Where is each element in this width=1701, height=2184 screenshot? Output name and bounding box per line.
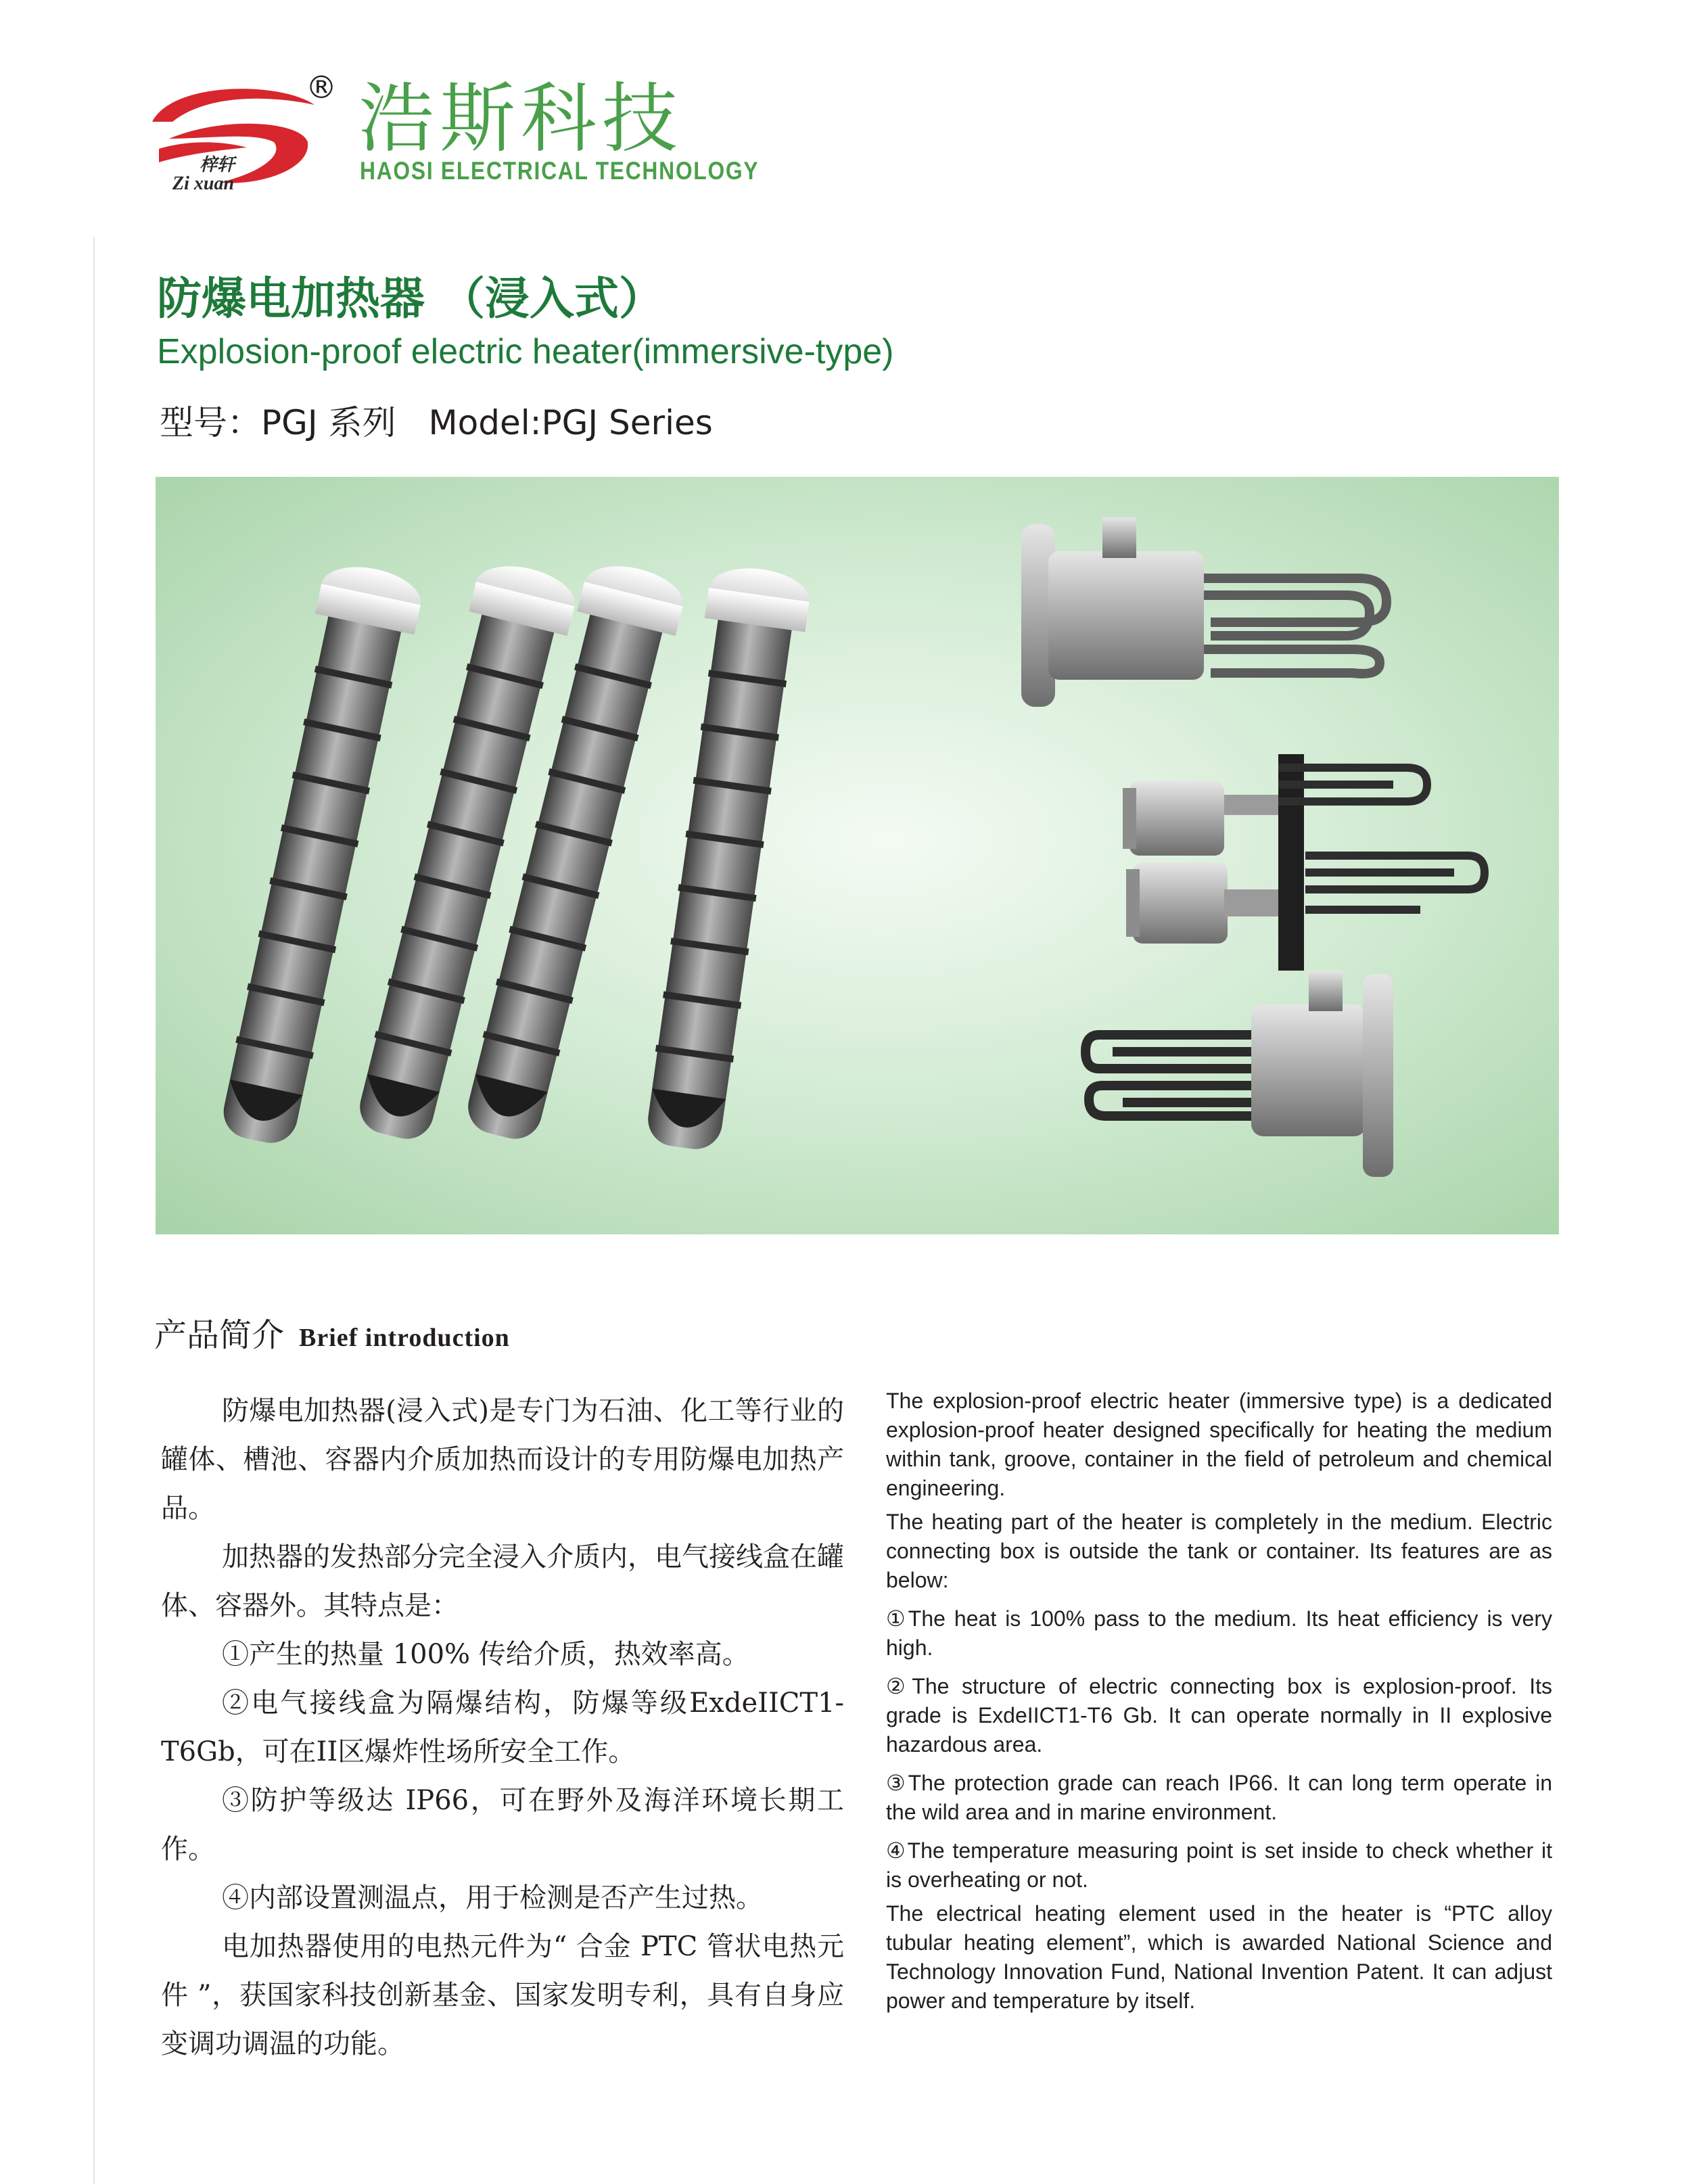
cn-paragraph: 防爆电加热器(浸入式)是专门为石油、化工等行业的罐体、槽池、容器内介质加热而设计的专用防爆电加热产品。 — [161, 1395, 844, 1524]
model-cn: 型号：PGJ 系列 — [160, 403, 396, 442]
en-paragraph: ①The heat is 100% pass to the medium. Its heat efficiency is very high. — [886, 1606, 1552, 1660]
svg-text:梓轩: 梓轩 — [200, 155, 235, 175]
svg-text:Zi xuan: Zi xuan — [172, 173, 235, 193]
registered-mark: ® — [306, 69, 337, 106]
intro-heading — [154, 1309, 510, 1355]
intro-text-cn — [161, 1387, 844, 2068]
en-paragraph: The heating part of the heater is completely in the medium. Electric connecting box is outside the tank or container. Its features are as below: — [886, 1510, 1552, 1592]
flange-heater-bottom — [1086, 971, 1393, 1177]
heater-illustration — [156, 477, 1559, 1234]
product-photo — [156, 477, 1559, 1234]
company-logo — [145, 74, 321, 193]
cn-paragraph: ④内部设置测温点，用于检测是否产生过热。 — [222, 1882, 763, 1913]
intro-text-en — [886, 1387, 1552, 2020]
product-title-cn: 防爆电加热器 （浸入式） — [157, 273, 663, 325]
page-margin-rule — [93, 237, 95, 2184]
en-paragraph: ④The temperature measuring point is set inside to check whether it is overheating or not. — [886, 1838, 1552, 1892]
model-en: Model:PGJ Series — [428, 403, 713, 442]
cn-paragraph: 电加热器使用的电热元件为“ 合金 PTC 管状电热元件 ”，获国家科技创新基金、国家发明专利，具有自身应变调功调温的功能。 — [161, 1931, 844, 2060]
cn-paragraph: ①产生的热量 100% 传给介质，热效率高。 — [222, 1639, 749, 1670]
en-paragraph: The electrical heating element used in the heater is “PTC alloy tubular heating element”, which is awarded National Science and Technology Innovation Fund, National Invention Patent. It can adjust power and temperature by itself. — [886, 1901, 1552, 2013]
flange-heater-top — [1021, 517, 1387, 707]
brand-name-en: HAOSI ELECTRICAL TECHNOLOGY — [360, 157, 760, 185]
en-paragraph: ②The structure of electric connecting box is explosion-proof. Its grade is ExdeIICT1-T6 Gb. It can operate normally in II explosive hazardous area. — [886, 1674, 1552, 1757]
vertical-heater-4 — [631, 562, 813, 1154]
brand-name-cn: 浩斯科技 — [358, 75, 683, 163]
cn-paragraph: ②电气接线盒为隔爆结构，防爆等级ExdeIICT1-T6Gb，可在II区爆炸性场所安全工作。 — [161, 1688, 844, 1767]
cn-paragraph: 加热器的发热部分完全浸入介质内，电气接线盒在罐体、容器外。其特点是： — [161, 1541, 844, 1621]
en-paragraph: ③The protection grade can reach IP66. It can long term operate in the wild area and in marine environment. — [886, 1771, 1552, 1824]
model-line — [160, 396, 745, 444]
product-title-en: Explosion-proof electric heater(immersive-type) — [157, 332, 894, 371]
intro-heading-en: Brief introduction — [299, 1324, 510, 1352]
double-heater-middle — [1123, 754, 1485, 971]
cn-paragraph: ③防护等级达 IP66，可在野外及海洋环境长期工作。 — [161, 1785, 844, 1865]
intro-heading-cn: 产品简介 — [154, 1316, 285, 1354]
en-paragraph: The explosion-proof electric heater (immersive type) is a dedicated explosion-proof heater designed specifically for heating the medium within tank, groove, container in the field of petroleum and chemical engineering. — [886, 1389, 1552, 1500]
